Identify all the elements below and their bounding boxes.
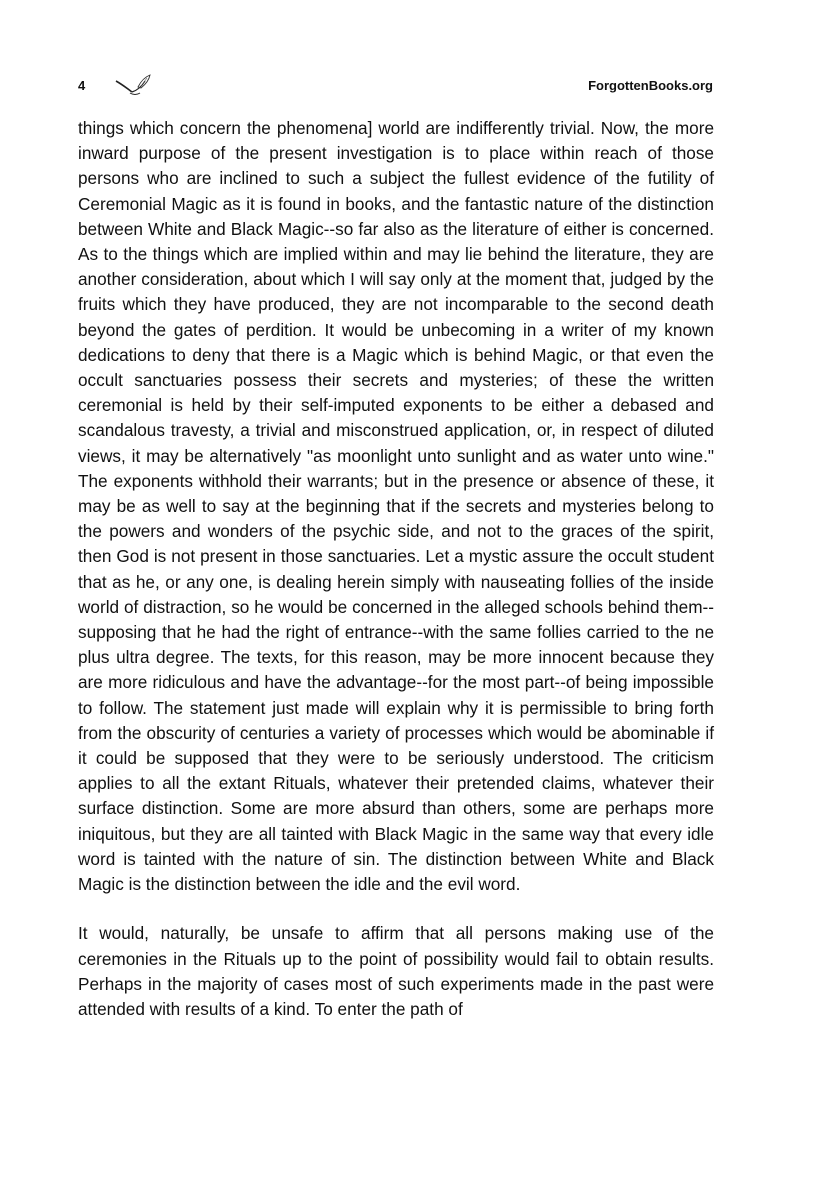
page-header [78, 72, 713, 102]
page-number: 4 [78, 78, 86, 93]
body-text [78, 116, 714, 1022]
feather-quill-icon [114, 72, 156, 98]
site-name: ForgottenBooks.org [588, 78, 713, 93]
paragraph-2: It would, naturally, be unsafe to affirm that all persons making use of the ceremonies in the Rituals up to the point of possibility would fail to obtain results. Perhaps in the majority of cases most of such experiments made in the past were attended with results of a kind. To enter the path of [78, 923, 714, 1019]
paragraph-1: things which concern the phenomena] world are indifferently trivial. Now, the more inward purpose of the present investigation is to place within reach of those persons who are inclined to such a subject the fullest evidence of the futility of Ceremonial Magic as it is found in books, and the fantastic nature of the distinction between White and Black Magic--so far also as the literature of either is concerned. As to the things which are implied within and may lie behind the literature, they are another consideration, about which I will say only at the moment that, judged by the fruits which they have produced, they are not incomparable to the second death beyond the gates of perdition. It would be unbecoming in a writer of my known dedications to deny that there is a Magic which is behind Magic, or that even the occult sanctuaries possess their secrets and mysteries; of these the written ceremonial is held by their self-imputed exponents to be either a debased and scandalous travesty, a trivial and misconstrued application, or, in respect of diluted views, it may be alternatively "as moonlight unto sunlight and as water unto wine." The exponents withhold their warrants; but in the presence or absence of these, it may be as well to say at the beginning that if the secrets and mysteries belong to the powers and wonders of the psychic side, and not to the graces of the spirit, then God is not present in those sanctuaries. Let a mystic assure the occult student that as he, or any one, is dealing herein simply with nauseating follies of the inside world of distraction, so he would be concerned in the alleged schools behind them--supposing that he had the right of entrance--with the same follies carried to the ne plus ultra degree. The texts, for this reason, may be more innocent because they are more ridiculous and have the advantage--for the most part--of being impossible to follow. The statement just made will explain why it is permissible to bring forth from the obscurity of centuries a variety of processes which would be abominable if it could be supposed that they were to be seriously understood. The criticism applies to all the extant Rituals, whatever their pretended claims, whatever their surface distinction. Some are more absurd than others, some are perhaps more iniquitous, but they are all tainted with Black Magic in the same way that every idle word is tainted with the nature of sin. The distinction between White and Black Magic is the distinction between the idle and the evil word. [78, 118, 714, 895]
